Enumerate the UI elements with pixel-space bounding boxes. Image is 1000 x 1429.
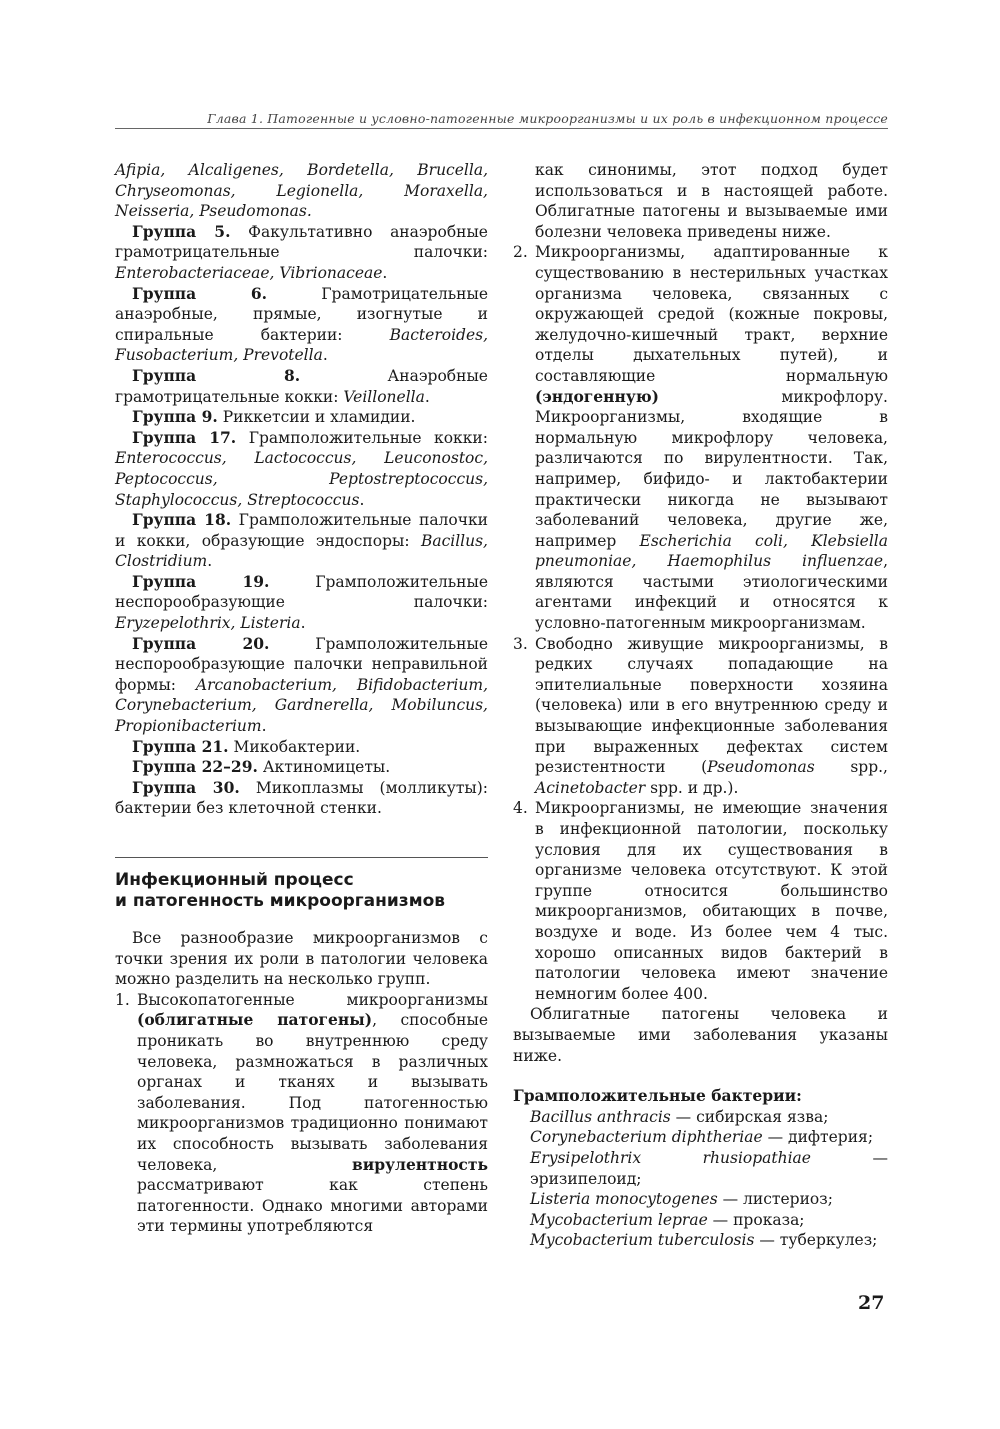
list-item-2: 2. Микроорганизмы, адаптированные к существованию в нестерильных участках организма человека, связанных с окружающей средой (кожные покровы, желудочно-кишечный тракт, верхние отделы дыхательных путей), и составляющие нормальную (эндогенную) микрофлору. Микроорганизмы, входящие в нормальную микрофлору человека, различаются по вирулентности. Так, например, бифидо- и лактобактерии практически никогда не вызывают заболеваний человека, другие же, например Escherichia coli, Klebsiella pneumoniae, Haemophilus influenzae, являются частыми этиологическими агентами инфекций и относятся к условно-патогенным микроорганизмам.: [513, 243, 888, 633]
category-list-part1: [115, 990, 488, 1237]
group4-continuation: Afipia, Alcaligenes, Bordetella, Brucella, Chryseomonas, Legionella, Moraxella, Neisseria, Pseudomonas.: [115, 161, 488, 221]
group-entry: Группа 9. Риккетсии и хламидии.: [132, 407, 416, 427]
closing-paragraph: Облигатные патогены человека и вызываемые ими заболевания указаны ниже.: [513, 1005, 888, 1065]
category-list-part2: [513, 242, 888, 1004]
pathogen-entry: Erysipelothrix rhusiopathiae — эризипелоид;: [530, 1148, 888, 1188]
section-heading: Инфекционный процесс и патогенность микроорганизмов: [115, 870, 446, 911]
group-entry: Группа 5. Факультативно анаэробные грамотрицательные палочки: Enterobacteriaceae, Vibrionaceae.: [115, 221, 488, 282]
group-entry: Группа 21. Микобактерии.: [132, 736, 361, 756]
pathogen-entry: Bacillus anthracis — сибирская язва;: [530, 1107, 829, 1126]
group-list: [115, 222, 488, 819]
list-item-1-continuation: как синонимы, этот подход будет использоваться и в настоящей работе. Облигатные патогены и вызываемые ими болезни человека приведены ниже.: [535, 161, 888, 241]
pathogen-entry: Mycobacterium leprae — проказа;: [530, 1210, 805, 1229]
group-entry: Группа 8. Анаэробные грамотрицательные кокки: Veillonella.: [115, 365, 488, 406]
group-entry: Группа 20. Грамположительные неспорообразующие палочки неправильной формы: Arcanobacterium, Bifidobacterium, Corynebacterium, Gardnerella, Mobiluncus, Propionibacterium.: [115, 633, 488, 736]
right-column: [513, 160, 888, 1251]
group-entry: Группа 19. Грамположительные неспорообразующие палочки: Eryzepelothrix, Listeria.: [115, 571, 488, 633]
group-entry: Группа 18. Грамположительные палочки и кокки, образующие эндоспоры: Bacillus, Clostridium.: [115, 510, 488, 571]
list-item-1: 1. Высокопатогенные микроорганизмы (облигатные патогены), способные проникать во внутреннюю среду человека, размножаться в различных органах и тканях и вызывать заболевания. Под патогенностью микроорганизмов традиционно понимают их способность вызывать заболевания человека, вирулентность рассматривают как степень патогенности. Однако многими авторами эти термины употребляются: [115, 990, 488, 1236]
running-header: Глава 1. Патогенные и условно-патогенные микроорганизмы и их роль в инфекционном процессе: [207, 111, 888, 126]
intro-paragraph: Все разнообразие микроорганизмов с точки зрения их роли в патологии человека можно разделить на несколько групп.: [115, 929, 488, 989]
header-rule: [115, 128, 888, 129]
group-entry: Группа 22–29. Актиномицеты.: [132, 757, 391, 777]
list-item-4: 4. Микроорганизмы, не имеющие значения в инфекционной патологии, поскольку условия для их существования в организме человека отсутствуют. К этой группе относится большинство микроорганизмов, обитающих в почве, воздухе и воде. Из более чем 4 тыс. хорошо описанных видов бактерий в патологии человека имеют значение немногим более 400.: [513, 799, 888, 1003]
section-rule: [115, 857, 488, 858]
pathogen-entry: Mycobacterium tuberculosis — туберкулез;: [530, 1231, 878, 1250]
pathogen-entry: Corynebacterium diphtheriae — дифтерия;: [530, 1128, 874, 1147]
gram-positive-subheading: Грамположительные бактерии:: [513, 1086, 802, 1106]
list-item-3: 3. Свободно живущие микроорганизмы, в редких случаях попадающие на эпителиальные поверхности хозяина (человека) или в его внутреннюю среду и вызывающие инфекционные заболевания при выраженных дефектах систем резистентности (Pseudomonas spp., Acinetobacter spp. и др.).: [513, 634, 888, 797]
group-entry: Группа 17. Грамположительные кокки: Enterococcus, Lactococcus, Leuconostoc, Peptococcus, Peptostreptococcus, Staphylococcus, Streptococcus.: [115, 427, 488, 509]
pathogen-list: [513, 1107, 888, 1251]
left-column: [115, 160, 488, 1237]
group-entry: Группа 30. Микоплазмы (молликуты): бактерии без клеточной стенки.: [115, 777, 488, 818]
group-entry: Группа 6. Грамотрицательные анаэробные, прямые, изогнутые и спиральные бактерии: Bacteroides, Fusobacterium, Prevotella.: [115, 283, 488, 365]
page-number: 27: [858, 1292, 885, 1314]
pathogen-entry: Listeria monocytogenes — листериоз;: [530, 1190, 833, 1209]
